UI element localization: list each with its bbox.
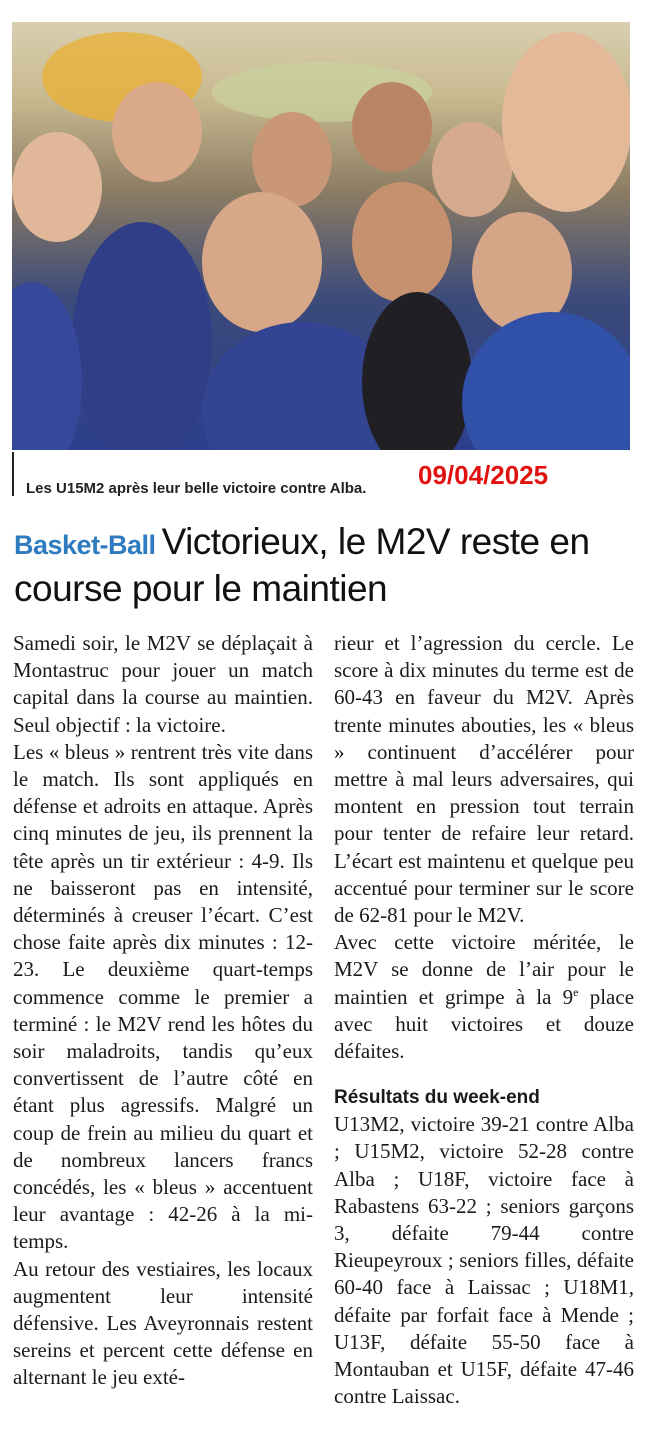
date-stamp: 09/04/2025 xyxy=(418,460,549,490)
final-tail: place avec huit victoires et douze défaites. xyxy=(334,984,635,1064)
article-paragraph: Samedi soir, le M2V se déplaçait à Montastruc pour jouer un match capital dans la course au maintien. Seul objectif : la victoire. xyxy=(13,631,313,737)
headline-title: Victorieux, le M2V reste en course pour le maintien xyxy=(14,521,590,609)
article-paragraph: Les « bleus » rentrent très vite dans le match. Ils sont appliqués en défense et adroits en attaque. Après cinq minutes de jeu, ils prennent la tête après un tir extérieur : 4-9. Ils ne baisseront pas en intensité, déterminés à creuser l’écart. C’est chose faite après dix minutes : 12-23. Le deuxième quart-temps commence comme le premier a terminé : le M2V rend les hôtes du soir maladroits, tandis qu’eux convertissent de l’autre côté en étant plus agressifs. Malgré un coup de frein au milieu du quart et de nombreux lancers francs concédés, les « bleus » accentuent leur avantage : 42-26 à la mi-temps. xyxy=(13,739,313,1254)
ordinal-suffix: e xyxy=(573,984,579,999)
final-text: Avec cette victoire méritée, le M2V se donne de l’air pour le maintien et grimpe à la 9 xyxy=(334,930,634,1009)
article-paragraph: rieur et l’agression du cercle. Le score à dix minutes du terme est de 60-43 en faveur du M2V. Après trente minutes abouties, les « bleus » continuent d’accélérer pour mettre à mal leurs adversaires, qui montent en pression tout terrain pour tenter de refaire leur retard. L’écart est maintenu et quelque peu accentué pour terminer sur le score de 62-81 pour le M2V. xyxy=(334,631,634,928)
caption-rule xyxy=(12,452,14,496)
article-headline xyxy=(14,520,634,611)
results-heading: Résultats du week-end xyxy=(334,1087,540,1109)
team-photo xyxy=(12,22,630,450)
article-paragraph-final xyxy=(334,929,634,1065)
results-text: U13M2, victoire 39-21 contre Alba ; U15M2, victoire 52-28 contre Alba ; U18F, victoire face à Rabastens 63-22 ; seniors garçons 3, défaite 79-44 contre Rieupeyroux ; seniors filles, défaite 60-40 face à Laissac ; U18M1, défaite par forfait face à Mende ; U13F, défaite 55-50 face à Montauban et U15F, défaite 47-46 contre Laissac. xyxy=(334,1112,634,1409)
section-kicker: Basket-Ball xyxy=(14,530,156,560)
article-paragraph: Au retour des vestiaires, les locaux augmentent leur intensité défensive. Les Aveyronnais restent sereins et percent cette défense en alternant le jeu exté- xyxy=(13,1256,313,1390)
photo-caption: Les U15M2 après leur belle victoire contre Alba. xyxy=(26,480,367,497)
article-column-1 xyxy=(13,630,313,1392)
article-column-2 xyxy=(334,630,634,1410)
